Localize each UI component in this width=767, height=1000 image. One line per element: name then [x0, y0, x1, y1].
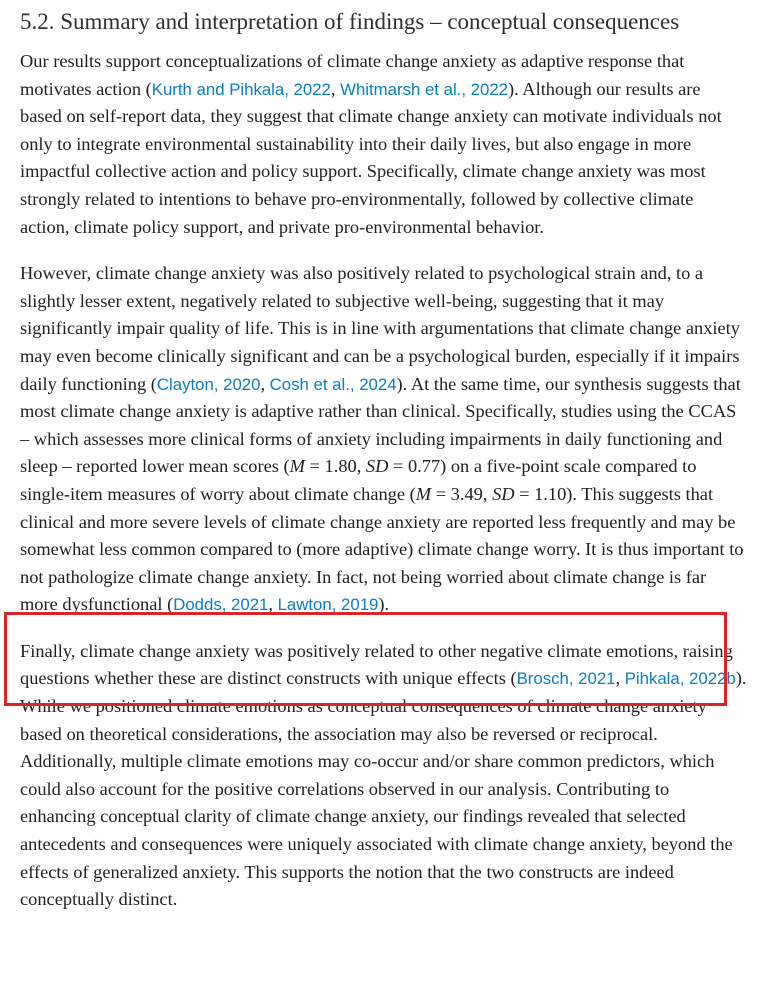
paragraph-3: Finally, climate change anxiety was positively related to other negative climate emotions, raising questions whether these are distinct constructs with unique effects (Brosch, 2021, Pihkala, 2022b). While we positioned climate emotions as conceptual consequences of climate change anxiety based on theoretical considerations, the association may also be reversed or reciprocal. Additionally, multiple climate emotions may co-occur and/or share common predictors, which could also account for the positive correlations observed in our analysis. Contributing to enhancing conceptual clarity of climate change anxiety, our findings revealed that selected antecedents and consequences were uniquely associated with climate change anxiety, beyond the effects of generalized anxiety. This supports the notion that the two constructs are indeed conceptually distinct.: [20, 640, 747, 910]
citation-dodds-2021[interactable]: Dodds, 2021: [173, 595, 269, 615]
paragraph-2: However, climate change anxiety was also positively related to psychological strain and, to a slightly lesser extent, negatively related to subjective well-being, suggesting that it may significantly impair quality of life. This is in line with argumentations that climate change anxiety may even become clinically significant and can be a psychological burden, especially if it impairs daily functioning (Clayton, 2020, Cosh et al., 2024). At the same time, our synthesis suggests that most climate change anxiety is adaptive rather than clinical. Specifically, studies using the CCAS – which assesses more clinical forms of anxiety including impairments in daily functioning and sleep – reported lower mean scores (M = 1.80, SD = 0.77) on a five-point scale compared to single-item measures of worry about climate change (M = 3.49, SD = 1.10). This suggests that clinical and more severe levels of climate change anxiety are reported less frequently and may be somewhat less common compared to (more adaptive) climate change worry. It is thus important to not pathologize climate change anxiety. In fact, not being worried about climate change is far more dysfunctional (Dodds, 2021, Lawton, 2019).: [20, 263, 744, 615]
citation-brosch-2021[interactable]: Brosch, 2021: [516, 669, 616, 689]
citation-pihkala-2022b[interactable]: Pihkala, 2022b: [624, 669, 736, 689]
paragraph-1: Our results support conceptualizations of climate change anxiety as adaptive response that motivates action (Kurth and Pihkala, 2022, Whitmarsh et al., 2022). Although our results are based on self-report data, they suggest that climate change anxiety can motivate individuals not only to integrate environmental sustainability into their daily lives, but also engage in more impactful collective action and policy support. Specifically, climate change anxiety was most strongly related to intentions to behave pro-environmentally, followed by collective climate action, climate policy support, and private pro-environmental behavior.: [20, 51, 722, 237]
citation-clayton-2020[interactable]: Clayton, 2020: [156, 374, 261, 394]
mean-symbol: M: [289, 456, 305, 477]
section-title: 5.2. Summary and interpretation of findings – conceptual consequences: [20, 9, 680, 34]
citation-cosh-2024[interactable]: Cosh et al., 2024: [269, 374, 397, 394]
sd-symbol: SD: [365, 456, 389, 477]
article-section: [20, 6, 747, 933]
citation-whitmarsh-2022[interactable]: Whitmarsh et al., 2022: [340, 79, 508, 99]
citation-lawton-2019[interactable]: Lawton, 2019: [277, 595, 379, 615]
sd-symbol: SD: [492, 483, 515, 504]
mean-symbol: M: [415, 483, 432, 504]
citation-kurth-pihkala-2022[interactable]: Kurth and Pihkala, 2022: [151, 79, 331, 99]
